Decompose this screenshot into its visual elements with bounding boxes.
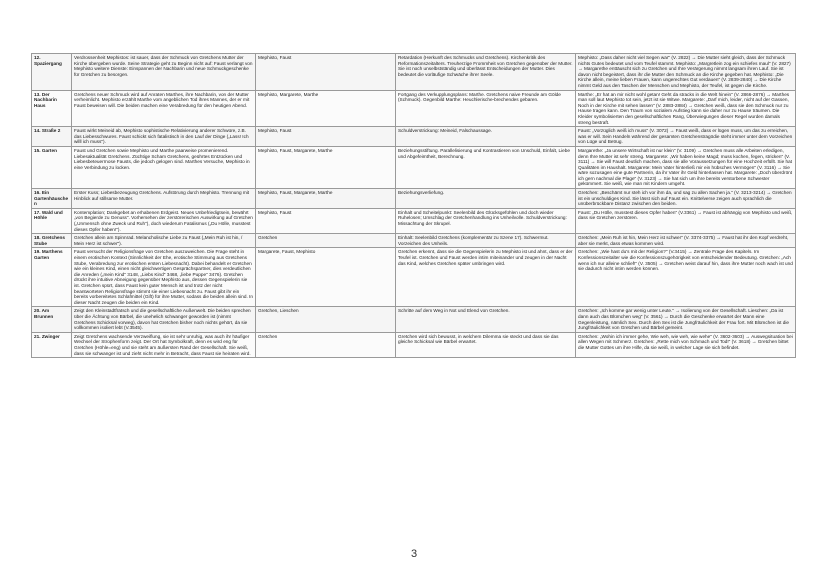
content-cell: Faust wirkt Meineid ab, Mephisto sophistische Relativierung anderer Schwüre, z.B. das Liebesschwures. Faust schickt sich fatalistisch in den Lauf der Dinge („Lass! Ich willl ich muss").: [72, 127, 256, 147]
quotes-cell: Faust: „Du Hölle, musstest dieses Opfer haben" (V.3361) → Faust ist abhängig von Mephisto und weiß, dass sie Gretchen zerstören.: [576, 208, 796, 233]
scene-cell: 12. Spaziergang: [32, 54, 72, 91]
function-cell: Retardation (Herkunft des Schmucks und Gretchens). Kirchenkritik des Reformationszeitalters. Treuherzige Frommheit von Gretchen gegenüber der Mutter. Sie ist noch unselbstständig und überlässt Entscheidungen der Mutter. Dies bedeutet die vorläufige Schwäche ihrer Seele.: [396, 54, 576, 91]
table-row: [32, 146, 796, 188]
scene-table-body: [32, 54, 796, 358]
table-row: [32, 234, 796, 248]
table-row: [32, 54, 796, 91]
table-row: [32, 189, 796, 209]
characters-cell: Mephisto, Faust: [256, 127, 396, 147]
characters-cell: Mephisto, Faust, Margarete, Marthe: [256, 146, 396, 188]
table-row: [32, 90, 796, 127]
characters-cell: Gretchen: [256, 332, 396, 357]
content-cell: Gretchen allein am Spinnrad. Melancholische Liebe zu Faust („Mein Ruh ist hin, / Mein Herz ist schwer").: [72, 234, 256, 248]
quotes-cell: Marthe: „Er hat an mir nicht wohl getan! Geht da stracks in die Welt hinein" (V. 2866-2876) → Marthes man soll laut Mephisto tot sein, jetzt ist sie Witwe. Margarete: „Darf mich, leider, nicht auf der Gassen, Noch in der Kirche mit sehen lassen" (V. 2883-2884) → Gretchen weiß, dass sie den Schmuck nur zu Hause tragen kann. Den Traum von sozialem Aufstieg kann sie daher nur zu Hause träumen. Die Kleider symbolisierten den gesellschaftlichen Rang, Überwiegungen dieser Regel wurden damals streng bestraft.: [576, 90, 796, 127]
content-cell: Faust versucht der Religionsfrage von Gretchen auszuweichen. Die Frage steht in einem erotischen Kontext (Sinnlichkeit der Ehe, erotische Stimmung aus Gretchens Stube, Verabredung zur erotischen ersten Liebesnacht). Dabei behandelt er Gretchen wie ein kleines Kind, einen nicht gleichwertigen Gesprächspartner, dies verdeutlichen die Anreden („mein Kind" 3148, „Liebs Kind" 3468, „liebe Puppe" 3476). Gretchen drückt ihre intuitive Abneigung gegenüber Mephisto aus, dessen Gegenspielerin sie ist. Gretchen spürt, dass Faust kein guter Mensch ist und trotz der nicht beantworteten Religionsfrage stimmt sie einer Liebesnacht zu. Faust gibt ihr ein bereits vorbereitetes Schlafmittel (Gift) für ihre Mutter, sodass die beiden allein sind. In dieser Nacht zeugen die beiden ein Kind.: [72, 248, 256, 307]
function-cell: Beziehungsverliefung.: [396, 189, 576, 209]
content-cell: Zeigt den Kleinstadtfratsch und die gesellschaftliche Außenwelt. Die beiden sprechen über die Ächtung von Bärbel, die unehelich schwanger geworden ist (nimmt Gretchens Schicksal vorweg), davon hat Gretchen bisher noch nichts gehört, da sie vollkommen isoliert lebt (V.3545).: [72, 307, 256, 332]
scene-cell: 16. Ein Gartenhäuschen: [32, 189, 72, 209]
quotes-cell: Margarethe: „Ja unsere Wirtschaft ist nur klein" (V. 3109) → Gretchen muss alle Arbeiten erledigen, denn Ihre Mutter ist sehr streng. Margarete: „Wir haben keine Magd; muss kochen, fegen, stricken" (V. 3111) → Sie will Faust deutlich machen, dass sie alle Voraussetzungen für eine Hochzeit erfüllt. Sie hat Qualitäten im Haushalt. Margarete: Mein Vater hinterließ mir ein hübsches Vermögen" (V. 3116) → Sie wäre sozusagen eine gute Partnerin, da ihr Vater ihr Geld hinterlassen hat. Margarete: „Doch überdrönt ich gern nachmal die Plage" (V. 3123) → Sie hat sich um ihre bereits verstorbene Schwester gekümmert. Sie weiß, wie man mit Kindern umgeht.: [576, 146, 796, 188]
characters-cell: Mephisto, Margarete, Marthe: [256, 90, 396, 127]
function-cell: Einhalt: Seelenbild Gretchens (komplementär zu Szene 17). Schwermut. Vorzeichen des Unheils.: [396, 234, 576, 248]
scene-cell: 18. Gretchens Stube: [32, 234, 72, 248]
scene-cell: 15. Garten: [32, 146, 72, 188]
function-cell: Einhalt und Scheitelpunkt: Seelenbild des Glücksgefühlen und doch wieder Ruhelosen; Umschlag der Gretchenhandlung ins Unheilvolle. Schuldverstrickung: Missachtung der Skrupel.: [396, 208, 576, 233]
table-row: [32, 127, 796, 147]
quotes-cell: Gretchen: „Wohin ich immer gehe, Wie weh, wie weh, wie wehe" (V. 3602-3603) → Auswegsituation bei allen Wegen mit Schmerz. Gretchen: „Rette mich von Schmach und Tod!" (V. 3618) → Gretchen bittet die Mutter Gottes um ihre Hilfe, da sie weiß, in welcher Lage sie sich befindet.: [576, 332, 796, 357]
table-row: [32, 332, 796, 357]
content-cell: Gretchens neuer Schmuck wird auf Anraten Marthes, ihre Nachbarin, von der Mutter verheimlicht. Mephisto erzählt Marthe vom angeblichen Tod ihres Mannes, der er mit Faust beweisen will. Die beiden machen eine Verabredung für den heutigen Abend.: [72, 90, 256, 127]
function-cell: Fortgang des Verkupplungsplans: Marthe. Gretchens naive Freunde am Gölde (Schmuck). Gegenbild Marthe: Heuchlerische-brechendes gebaren.: [396, 90, 576, 127]
characters-cell: Gretchen: [256, 234, 396, 248]
content-cell: Zeigt Gretchens wachsende Verzweiflung, sie ist sehr unruhig, was auch ihr häufiger Wechsel der Strophenform zeigt. Der Ort hat Symbolkraft, denn es wird eng für Gretchen (Höhle=eng) und sie steht am äußersten Rand der Gesellschaft. Sie weiß, dass sie schwanger ist und zieht nicht mehr in Betracht, dass Faust sie heiraten wird.: [72, 332, 256, 357]
scene-cell: 19. Marthens Garten: [32, 248, 72, 307]
characters-cell: Gretchen, Lieschen: [256, 307, 396, 332]
scene-table: [31, 53, 796, 358]
quotes-cell: Gretchen: „Beschämt nur steh ich vor ihm da, und sag zu allen Sachen ja." (V. 3213-3214) → Gretchen ist ein unschuldiges Kind. Sie lässt sich auf Faust ein. Knittelverse zeigen auch sprachlich die unüberbrückbare Distanz zwischen den beiden.: [576, 189, 796, 209]
scene-cell: 14. Straße 2: [32, 127, 72, 147]
table-row: [32, 208, 796, 233]
function-cell: Schritte auf dem Weg in Not und Elend von Gretchen.: [396, 307, 576, 332]
quotes-cell: Faust: „Vorzüglich weiß ich muss" (V. 3072) → Faust weiß, dass er lügen muss, um das zu erreichen, was er will. Sein Handeln während der gesamten Gretchenstragödie steht immer unter dem Vorzeichen von Lüge und Betrug.: [576, 127, 796, 147]
characters-cell: Margarete, Faust, Mephisto: [256, 248, 396, 307]
scene-cell: 20. Am Brunnen: [32, 307, 72, 332]
content-cell: Erster Kuss; Liebesbezeugung Gretchens. Aufstörung durch Mephisto. Trennung mit Hinblick auf stillsame Mutter.: [72, 189, 256, 209]
quotes-cell: Gretchen: „Ich komme gar wenig unter Leute." → Isolierung von der Gesellschaft. Lieschen: „Da ist dann auch das Blümchen weg" (V. 3561) → Durch die Geschenke erwartet der Mann eine Gegenleistung, nämlich Sex. Durch den Sex ist die Jungfräulichkeit der Frau fort. Mit Blümchen ist die Jungfräulichkeit von Gretchen und Bärbel gemeint.: [576, 307, 796, 332]
content-cell: Kontemplation; Dankgebet an erhabenen Erdgeist. Neues Unbefriedigtsein, bewährt „von Begierde zu Genuss". Vorhersehen der zerstörerischen Auswirkung auf Gretchen („Unmensch ohne Zweck und Ruh"), doch wiederum Fatalismus („Du Hölle, musstest dieses Opfer haben!").: [72, 208, 256, 233]
quotes-cell: Gretchen: „Mein Ruh ist hin, Mein Herz ist schwer" (V. 3374-3375) → Faust hat ihr den Kopf verdreht, aber sie merkt, dass etwas kommen wird.: [576, 234, 796, 248]
content-cell: Verdrossenheit Mephistos: ist sauer, dass der Schmuck von Gretchens Mutter der Kirche übergeben wurde. Seine Strategie geht zu Beginn nicht auf: Faust verlangt von Mephisto weitere Dienste: Einspannen der Nachbarin und neue Schmuckgeschenke für Gretchen zu besorgen.: [72, 54, 256, 91]
characters-cell: Mephisto, Faust: [256, 54, 396, 91]
function-cell: Beziehungsstiftung. Parallelisierung und Kontrastieren von Unschuld, Einfalt, Liebe und Abgefeimtheit, Berechnung.: [396, 146, 576, 188]
characters-cell: Mephisto, Faust: [256, 208, 396, 233]
scene-cell: 21. Zwinger: [32, 332, 72, 357]
page-number: 3: [410, 548, 418, 560]
function-cell: Gretchen erkennt, dass sie die Gegenspielerin zu Mephisto ist und ahnt, dass er der Teufel ist. Gretchen und Faust werden intim miteinander und zeugen in der Nacht das Kind, welches Gretchen später umbringen wird.: [396, 248, 576, 307]
scene-cell: 17. Wald und Höhle: [32, 208, 72, 233]
table-row: [32, 248, 796, 307]
table-row: [32, 307, 796, 332]
quotes-cell: Mephisto: „Dass daher nicht viel Segen war" (V. 2822) → Die Mutter sieht gleich, dass der Schmuck nichts Gutes bedeutet und vom Teufel stammt. Mephisto: „Margretlein zog ein schiefes maul" (V. 2827) → Margarethe enttäuscht sich zu Gretchen und Ihre Verärgerung nimmt langsam ihren Lauf. Sie ist davon nicht begeistert, dass ihr die Mutter den Schmuck an die Kirche gegeben hat. Mephisto: „Die Kirche allein, meine lieben Frauen, kann ungerechtes Gut verdauen" (V. 2839-2840) → Die Kirche nimmt Geld aus den Taschen der Menschen und Mephisto, der Teufel, ist gegen die Kirche.: [576, 54, 796, 91]
function-cell: Schuldverstrickung: Meineid, Falschaussage.: [396, 127, 576, 147]
characters-cell: Mephisto, Faust, Margarete, Marthe: [256, 189, 396, 209]
function-cell: Gretchen wird sich bewusst, in welchem Dilemma sie steckt und dass sie das gleiche Schicksal wie Bärbel erwartet.: [396, 332, 576, 357]
quotes-cell: Gretchen: „Wie hast du's mit der Religion?" (V.3415) → Zentrale Frage des Kapitels. Im Konfessionszeitalter wie die Konfessionszugehörigkeit von entscheidender Bedeutung. Gretchen: „Ach wenn ich nur alleine schlief!" (V. 3505) → Gretchen weist darauf hin, dass ihre Mutter noch wach ist und sie dadurch nicht intim werden können.: [576, 248, 796, 307]
scene-cell: 13. Der Nachbarin Haus: [32, 90, 72, 127]
content-cell: Faust und Gretchen sowie Mephisto und Marthe paarweise promenierend. Liebesaktualität Gretchens. Züchtige Scham Gretchens, geührtes Entzücken und Liebesbeteuerrnose Fausts, die jedoch gelogen sind. Marthes Versuche, Mephisto in eine Verbindung zu locken.: [72, 146, 256, 188]
